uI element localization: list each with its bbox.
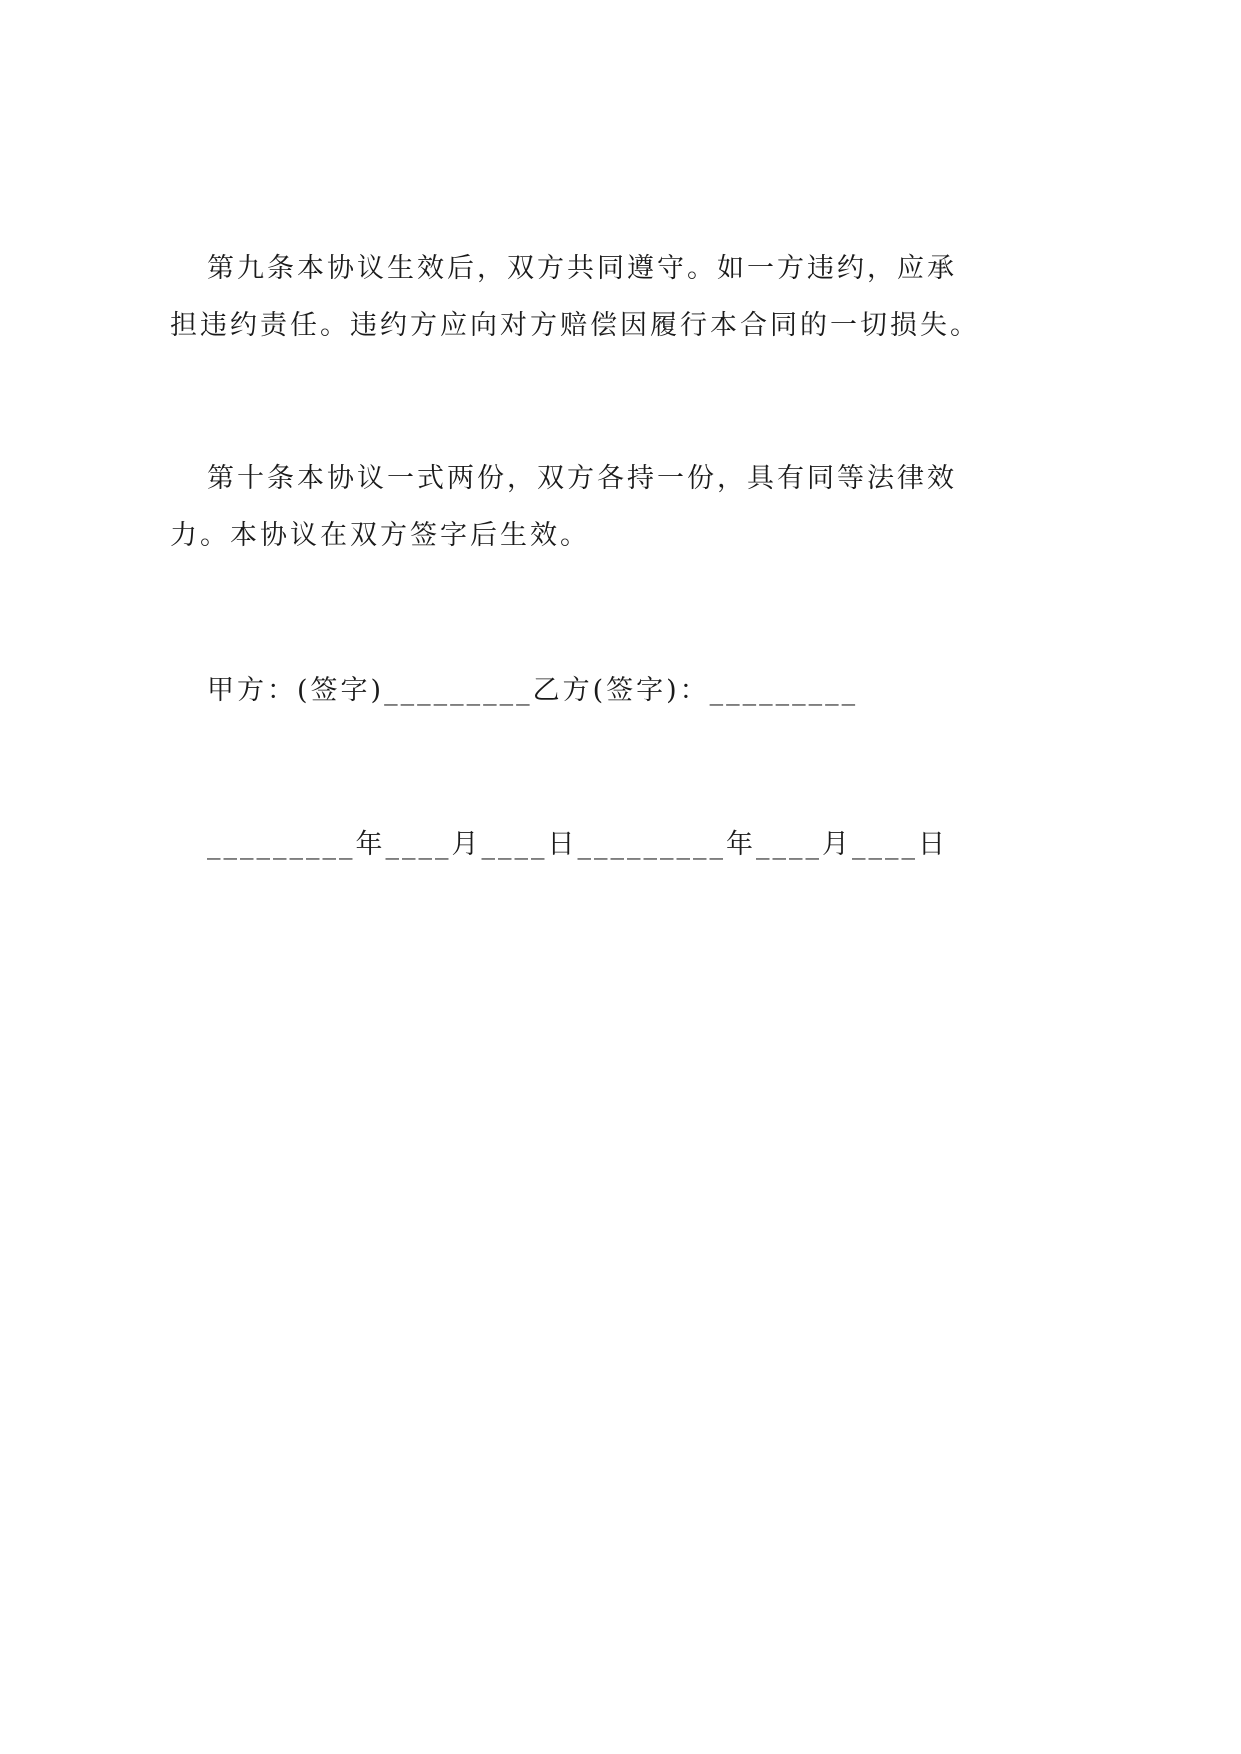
signature-line: 甲方：(签字)_________乙方(签字)：_________	[207, 675, 859, 706]
clause-10-line-1: 第十条本协议一式两份，双方各持一份，具有同等法律效	[207, 463, 957, 494]
clause-9-line-2: 担违约责任。违约方应向对方赔偿因履行本合同的一切损失。	[170, 310, 980, 341]
date-line: _________年____月____日_________年____月____日	[207, 829, 948, 860]
clause-9-line-1: 第九条本协议生效后，双方共同遵守。如一方违约，应承	[207, 253, 957, 284]
clause-10-line-2: 力。本协议在双方签字后生效。	[170, 520, 590, 551]
